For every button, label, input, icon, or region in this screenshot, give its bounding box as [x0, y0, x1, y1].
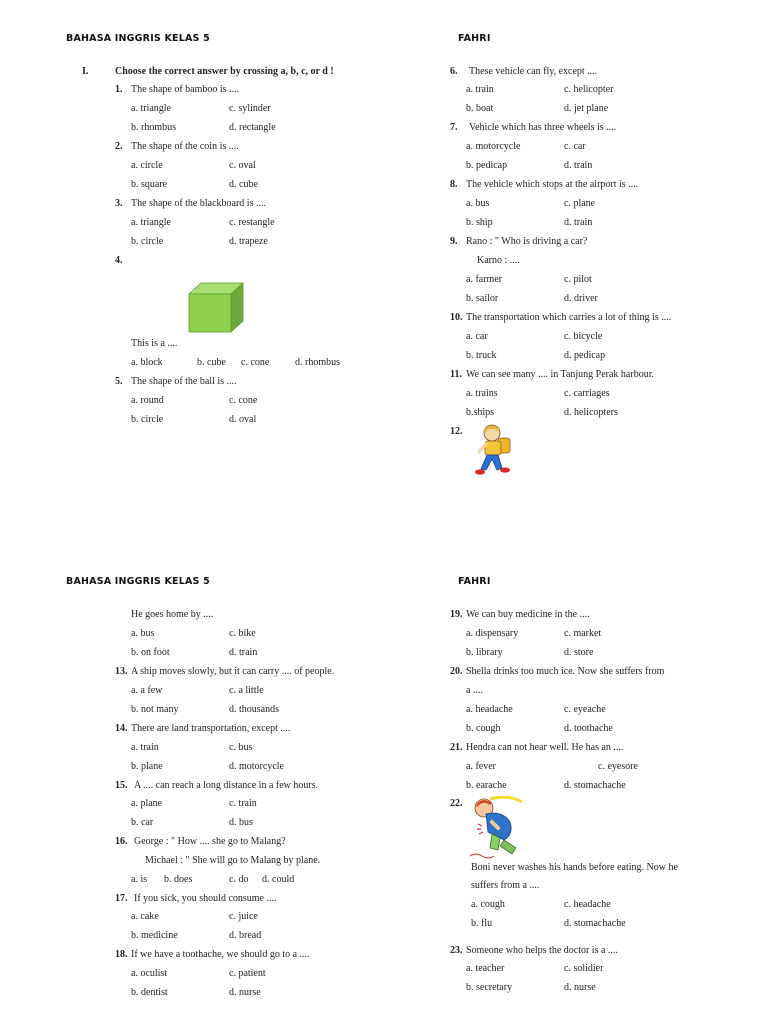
q5-number: 5.	[115, 376, 123, 387]
q5-option-a: a. round	[131, 395, 164, 406]
q15-option-d: d. bus	[229, 817, 253, 828]
q22-option-d: d. stomachache	[564, 918, 626, 929]
q11-option-c: c. carriages	[564, 388, 610, 399]
q19-stem: We can buy medicine in the ....	[466, 609, 590, 620]
q21-number: 21.	[450, 742, 463, 753]
q18-option-a: a. oculist	[131, 968, 168, 979]
q6-option-a: a. train	[466, 84, 494, 95]
q13-option-a: a. a few	[131, 685, 163, 696]
q16-stem: George : " How .... she go to Malang?	[134, 836, 286, 847]
q4-option-a: a. block	[131, 357, 163, 368]
student-name: FAHRI	[458, 33, 491, 44]
q20-option-c: c. eyeache	[564, 704, 606, 715]
q23-option-c: c. solidier	[564, 963, 604, 974]
q5-stem: The shape of the ball is ....	[131, 376, 237, 387]
groan-mark	[470, 854, 494, 858]
q3-option-b: b. circle	[131, 236, 164, 247]
q2-option-d: d. cube	[229, 179, 258, 190]
q16-number: 16.	[115, 836, 128, 847]
q17-stem: If you sick, you should consume ....	[134, 893, 277, 904]
q5-option-d: d. oval	[229, 414, 257, 425]
q16-option-a: a. is	[131, 874, 148, 885]
q10-option-b: b. truck	[466, 350, 497, 361]
q3-option-a: a. triangle	[131, 217, 171, 228]
q18-option-d: d. nurse	[229, 987, 261, 998]
q12-number: 12.	[450, 426, 463, 437]
q15-stem: A .... can reach a long distance in a few hours.	[134, 780, 319, 791]
q16-option-b: b. does	[164, 874, 193, 885]
q6-option-d: d. jet plane	[564, 103, 609, 114]
q17-number: 17.	[115, 893, 128, 904]
q7-stem: Vehicle which has three wheels is ....	[469, 122, 617, 133]
q19-option-d: d. store	[564, 647, 594, 658]
q7-option-a: a. motorcycle	[466, 141, 521, 152]
q17-option-a: a. cake	[131, 911, 159, 922]
q4-number: 4.	[115, 255, 123, 266]
q21-option-b: b. earache	[466, 780, 507, 791]
q10-stem: The transportation which carries a lot of thing is ....	[466, 312, 672, 323]
q8-stem: The vehicle which stops at the airport is ....	[466, 179, 639, 190]
q21-option-a: a. fever	[466, 761, 496, 772]
q11-option-a: a. trains	[466, 388, 498, 399]
q21-option-d: d. stomachache	[564, 780, 626, 791]
q14-option-c: c. bus	[229, 742, 253, 753]
q2-option-c: c. oval	[229, 160, 256, 171]
q7-option-c: c. car	[564, 141, 586, 152]
q10-option-d: d. pedicap	[564, 350, 606, 361]
q6-stem: These vehicle can fly, except ....	[469, 66, 598, 77]
q1-option-a: a. triangle	[131, 103, 171, 114]
boy-trousers	[500, 840, 516, 854]
q15-option-c: c. train	[229, 798, 257, 809]
q11-number: 11.	[450, 369, 462, 380]
q21-stem: Hendra can not hear well. He has an ....	[466, 742, 624, 753]
q9-option-a: a. farmer	[466, 274, 503, 285]
q23-option-a: a. teacher	[466, 963, 505, 974]
q18-number: 18.	[115, 949, 128, 960]
q9-option-c: c. pilot	[564, 274, 592, 285]
subject-header: BAHASA INGGRIS KELAS 5	[66, 33, 210, 44]
q6-option-b: b. boat	[466, 103, 494, 114]
q6-option-c: c. helicopter	[564, 84, 614, 95]
q10-option-c: c. bicycle	[564, 331, 603, 342]
q19-option-b: b. library	[466, 647, 503, 658]
q20-option-b: b. cough	[466, 723, 501, 734]
q23-option-b: b. secretary	[466, 982, 513, 993]
q19-option-c: c. market	[564, 628, 602, 639]
section-numeral: I.	[82, 66, 89, 77]
q8-number: 8.	[450, 179, 458, 190]
q12-option-a: a. bus	[131, 628, 155, 639]
green-cube-image	[186, 282, 246, 334]
q14-option-d: d. motorcycle	[229, 761, 284, 772]
boy-shirt	[485, 441, 501, 455]
q13-option-c: c. a little	[229, 685, 264, 696]
q8-option-c: c. plane	[564, 198, 596, 209]
q15-number: 15.	[115, 780, 128, 791]
q18-option-b: b. dentist	[131, 987, 168, 998]
q18-stem: If we have a toothache, we should go to a ....	[131, 949, 310, 960]
q23-stem: Someone who helps the doctor is a ....	[466, 945, 618, 956]
left-shoe	[475, 469, 485, 474]
q1-option-b: b. rhombus	[131, 122, 176, 133]
q10-number: 10.	[450, 312, 463, 323]
q9-stem-response: Karno : ....	[477, 255, 520, 266]
q13-option-b: b. not many	[131, 704, 179, 715]
q12-option-b: b. on foot	[131, 647, 170, 658]
q14-option-a: a. train	[131, 742, 159, 753]
q2-number: 2.	[115, 141, 123, 152]
q23-option-d: d. nurse	[564, 982, 596, 993]
q1-option-c: c. sylinder	[229, 103, 271, 114]
q22-stem: Boni never washes his hands before eating. Now he	[471, 862, 678, 873]
q15-option-b: b. car	[131, 817, 154, 828]
right-shoe	[500, 467, 510, 472]
q22-number: 22.	[450, 798, 463, 809]
q8-option-d: d. train	[564, 217, 593, 228]
q1-option-d: d. rectangle	[229, 122, 276, 133]
q21-option-c: c. eyesore	[598, 761, 638, 772]
q11-option-d: d. helicopters	[564, 407, 618, 418]
q5-option-b: b. circle	[131, 414, 164, 425]
q10-option-a: a. car	[466, 331, 488, 342]
q13-stem: A ship moves slowly, but it can carry .... of people.	[131, 666, 335, 677]
q19-number: 19.	[450, 609, 463, 620]
q20-option-d: d. toothache	[564, 723, 613, 734]
q22-option-b: b. flu	[471, 918, 493, 929]
q20-stem: Shella drinks too much ice. Now she suffers from	[466, 666, 665, 677]
q15-option-a: a. plane	[131, 798, 163, 809]
q13-number: 13.	[115, 666, 128, 677]
sick-boy-image	[468, 796, 526, 860]
q4-stem: This is a ....	[131, 338, 178, 349]
q8-option-b: b. ship	[466, 217, 493, 228]
q4-option-b: b. cube	[197, 357, 226, 368]
q12-stem: He goes home by ....	[131, 609, 214, 620]
q12-option-c: c. bike	[229, 628, 256, 639]
q22-option-a: a. cough	[471, 899, 505, 910]
q20-stem-continued: a ....	[466, 685, 483, 696]
q14-number: 14.	[115, 723, 128, 734]
boy-trousers	[481, 455, 502, 470]
q18-option-c: c. patient	[229, 968, 266, 979]
q11-option-b: b.ships	[466, 407, 495, 418]
q14-stem: There are land transportation, except ....	[131, 723, 291, 734]
q19-option-a: a. dispensary	[466, 628, 519, 639]
q3-number: 3.	[115, 198, 123, 209]
instruction: Choose the correct answer by crossing a, b, c, or d !	[115, 66, 334, 77]
q20-option-a: a. headache	[466, 704, 513, 715]
q2-option-b: b. square	[131, 179, 168, 190]
q17-option-b: b. medicine	[131, 930, 178, 941]
subject-header-2: BAHASA INGGRIS KELAS 5	[66, 576, 210, 587]
student-name-2: FAHRI	[458, 576, 491, 587]
q3-stem: The shape of the blackboard is ....	[131, 198, 266, 209]
q2-option-a: a. circle	[131, 160, 163, 171]
pain-lines	[477, 824, 483, 834]
q14-option-b: b. plane	[131, 761, 163, 772]
q4-option-c: c. cone	[241, 357, 270, 368]
q9-option-d: d. driver	[564, 293, 598, 304]
q8-option-a: a. bus	[466, 198, 490, 209]
walking-boy-image	[470, 422, 518, 480]
q17-option-c: c. juice	[229, 911, 258, 922]
q22-option-c: c. headache	[564, 899, 611, 910]
q7-option-d: d. train	[564, 160, 593, 171]
q3-option-d: d. trapeze	[229, 236, 268, 247]
q20-number: 20.	[450, 666, 463, 677]
q16-stem-response: Michael : " She will go to Malang by plane.	[145, 855, 321, 866]
q4-option-d: d. rhombus	[295, 357, 340, 368]
q6-number: 6.	[450, 66, 458, 77]
q7-number: 7.	[450, 122, 458, 133]
q22-stem-continued: suffers from a ....	[471, 880, 540, 891]
q5-option-c: c. cone	[229, 395, 258, 406]
q16-option-c: c. do	[229, 874, 249, 885]
q11-stem: We can see many .... in Tanjung Perak harbour.	[466, 369, 654, 380]
q9-option-b: b. sailor	[466, 293, 499, 304]
q3-option-c: c. restangle	[229, 217, 275, 228]
cube-front-face	[189, 294, 231, 332]
q9-number: 9.	[450, 236, 458, 247]
q12-option-d: d. train	[229, 647, 258, 658]
q1-stem: The shape of bamboo is ....	[131, 84, 240, 95]
q23-number: 23.	[450, 945, 463, 956]
q17-option-d: d. bread	[229, 930, 262, 941]
q13-option-d: d. thousands	[229, 704, 279, 715]
q2-stem: The shape of the coin is ....	[131, 141, 239, 152]
q7-option-b: b. pedicap	[466, 160, 508, 171]
ache-mark	[490, 797, 522, 802]
q16-option-d: d. could	[262, 874, 295, 885]
q1-number: 1.	[115, 84, 123, 95]
q9-stem: Rano : " Who is driving a car?	[466, 236, 588, 247]
